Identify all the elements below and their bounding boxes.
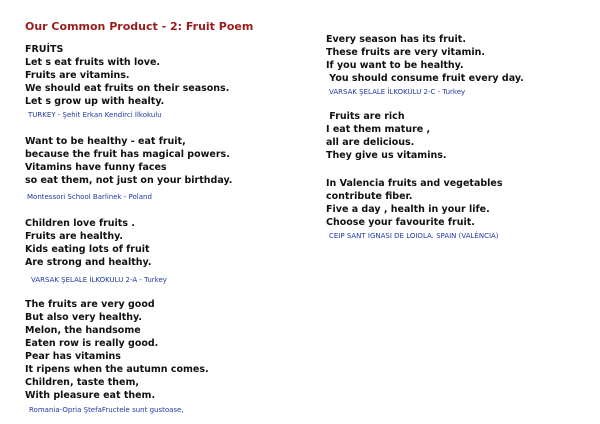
poem-credit: Montessori School Barlinek - Poland — [27, 193, 152, 201]
poem-line: They give us vitamins. — [326, 150, 447, 161]
poem-line: The fruits are very good — [25, 299, 155, 310]
poem-heading: FRUİTS — [25, 44, 64, 55]
poem-line: Children, taste them, — [25, 377, 140, 388]
poem-line: Melon, the handsome — [25, 325, 141, 336]
poem-line: Let s eat fruits with love. — [25, 57, 161, 68]
poem-line: With pleasure eat them. — [25, 390, 156, 401]
poem-line: so eat them, not just on your birthday. — [25, 175, 233, 186]
page-title: Our Common Product - 2: Fruit Poem — [25, 20, 254, 33]
poem-line: We should eat fruits on their seasons. — [25, 83, 230, 94]
poem-line: Want to be healthy - eat fruit, — [25, 136, 186, 147]
poem-line: Vitamins have funny faces — [25, 162, 167, 173]
poem-line: Choose your favourite fruit. — [326, 217, 475, 228]
poem-line: Are strong and healthy. — [25, 257, 152, 268]
poem-line: Fruits are healthy. — [25, 231, 124, 242]
poem-line: contribute fiber. — [326, 191, 413, 202]
poem-line: all are delicious. — [326, 137, 415, 148]
poem-line: These fruits are very vitamin. — [326, 47, 486, 58]
poem-line: Pear has vitamins — [25, 351, 121, 362]
poem-credit: Romania-Opria ŞtefaFructele sunt gustoase, — [29, 406, 184, 414]
poem-line: You should consume fruit every day. — [326, 73, 524, 84]
poem-line: Eaten row is really good. — [25, 338, 159, 349]
poem-line: Kids eating lots of fruit — [25, 244, 150, 255]
poem-line: I eat them mature , — [326, 124, 431, 135]
poem-valencia — [326, 177, 600, 241]
poem-children — [25, 217, 325, 285]
poem-rich — [326, 110, 600, 162]
poem-credit: CEIP SANT IGNASI DE LOIOLA. SPAIN (VALÈNCIA) — [329, 232, 499, 240]
left-column — [25, 43, 325, 415]
poem-credit: TURKEY - Şehit Erkan Kendirci İlkokulu — [28, 111, 162, 119]
poem-credit: VARSAK ŞELALE İLKOKULU 2-A - Turkey — [31, 276, 167, 284]
poem-line: Every season has its fruit. — [326, 34, 466, 45]
poem-line: Let s grow up with healty. — [25, 96, 165, 107]
poem-credit: VARSAK ŞELALE İLKOKULU 2-C - Turkey — [329, 88, 466, 96]
poem-line: In Valencia fruits and vegetables — [326, 178, 503, 189]
poem-fruits — [25, 43, 325, 120]
poem-seasons — [326, 33, 600, 97]
poem-line: If you want to be healthy. — [326, 60, 464, 71]
poem-line: because the fruit has magical powers. — [25, 149, 230, 160]
poem-poland — [25, 135, 325, 202]
poem-line: Fruits are vitamins. — [25, 70, 130, 81]
poem-line: Children love fruits . — [25, 218, 135, 229]
poem-line: Fruits are rich — [326, 111, 405, 122]
poem-line: Five a day , health in your life. — [326, 204, 490, 215]
right-column — [326, 33, 600, 241]
poem-line: It ripens when the autumn comes. — [25, 364, 209, 375]
poem-line: But also very healthy. — [25, 312, 142, 323]
poem-romania — [25, 298, 325, 415]
